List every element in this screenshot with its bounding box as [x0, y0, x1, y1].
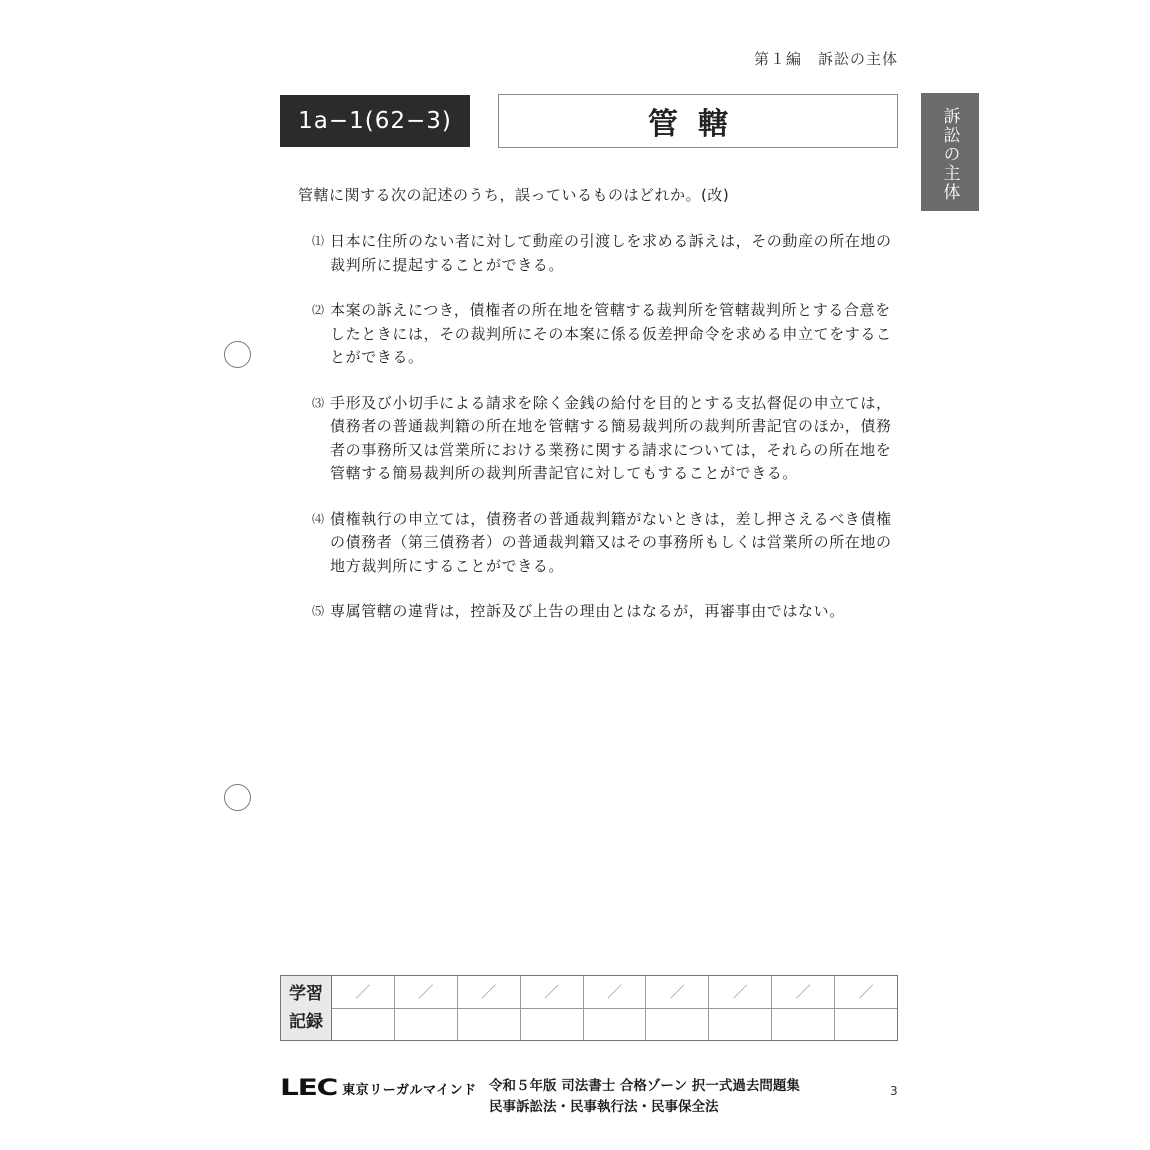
- record-date-cell[interactable]: ／: [646, 976, 708, 1009]
- binder-hole-upper: [224, 341, 251, 368]
- record-result-cell[interactable]: [395, 1009, 457, 1041]
- option-number: ⑷: [312, 511, 325, 526]
- option-number: ⑸: [312, 604, 325, 618]
- record-result-cell[interactable]: [332, 1009, 394, 1041]
- publisher-name: 東京リーガルマインド: [342, 1082, 477, 1098]
- record-result-cell[interactable]: [709, 1009, 771, 1041]
- study-record-table: [280, 975, 898, 1041]
- option-4: [312, 508, 902, 579]
- chapter-side-tab: [921, 93, 979, 211]
- book-title-line2: 民事訴訟法・民事執行法・民事保全法: [489, 1099, 719, 1115]
- record-date-cell[interactable]: ／: [395, 976, 457, 1009]
- option-5: [312, 600, 902, 624]
- book-title: [489, 1076, 800, 1118]
- part-title: 第１編 訴訟の主体: [753, 50, 898, 68]
- record-result-cell[interactable]: [772, 1009, 834, 1041]
- record-date-cell[interactable]: ／: [835, 976, 897, 1009]
- record-result-cell[interactable]: [835, 1009, 897, 1041]
- option-text: 本案の訴えにつき，債権者の所在地を管轄する裁判所を管轄裁判所とする合意をしたときには，その裁判所にその本案に係る仮差押命令を求める申立てをすることができる。: [330, 301, 892, 366]
- record-date-cell[interactable]: ／: [521, 976, 583, 1009]
- book-title-line1: 令和５年版 司法書士 合格ゾーン 択一式過去問題集: [489, 1078, 800, 1094]
- option-text: 専属管轄の違背は，控訴及び上告の理由とはなるが，再審事由ではない。: [330, 602, 845, 620]
- option-2: [312, 299, 902, 370]
- option-text: 手形及び小切手による請求を除く金銭の給付を目的とする支払督促の申立ては，債務者の普通裁判籍の所在地を管轄する簡易裁判所の裁判所書記官のほか，債務者の事務所又は営業所における業務に関する請求については，それらの所在地を管轄する簡易裁判所の裁判所書記官に対してもすることができる。: [330, 393, 892, 482]
- page-number: 3: [890, 1084, 898, 1098]
- record-date-cell[interactable]: ／: [584, 976, 646, 1009]
- record-result-cell[interactable]: [521, 1009, 583, 1041]
- option-list: [312, 230, 902, 646]
- side-tab-label: 訴訟の主体: [939, 107, 960, 202]
- study-record-columns: [332, 976, 897, 1040]
- lec-logo-mark: LEC: [280, 1075, 337, 1101]
- option-number: ⑵: [312, 303, 325, 317]
- record-result-cell[interactable]: [458, 1009, 520, 1041]
- study-record-label-line1: 学習: [289, 984, 323, 1004]
- study-record-label: [281, 976, 332, 1040]
- option-text: 債権執行の申立ては，債務者の普通裁判籍がないときは，差し押さえるべき債権の債務者（第三債務者）の普通裁判籍又はその事務所もしくは営業所の所在地の地方裁判所にすることができる。: [330, 509, 892, 575]
- problem-title: 管轄: [498, 94, 898, 148]
- record-result-cell[interactable]: [584, 1009, 646, 1041]
- binder-hole-lower: [224, 784, 251, 811]
- record-date-cell[interactable]: ／: [458, 976, 520, 1009]
- record-result-cell[interactable]: [646, 1009, 708, 1041]
- option-3: [312, 392, 902, 486]
- problem-id: 1a−1(62−3): [280, 95, 470, 147]
- record-date-cell[interactable]: ／: [332, 976, 394, 1009]
- option-number: ⑶: [312, 395, 325, 410]
- option-number: ⑴: [312, 234, 325, 248]
- publisher-logo: [280, 1077, 477, 1099]
- record-date-cell[interactable]: ／: [772, 976, 834, 1009]
- study-record-label-line2: 記録: [289, 1012, 323, 1032]
- question-stem: 管轄に関する次の記述のうち，誤っているものはどれか。(改): [298, 186, 730, 204]
- option-text: 日本に住所のない者に対して動産の引渡しを求める訴えは，その動産の所在地の裁判所に提起することができる。: [330, 232, 892, 274]
- record-date-cell[interactable]: ／: [709, 976, 771, 1009]
- option-1: [312, 230, 902, 277]
